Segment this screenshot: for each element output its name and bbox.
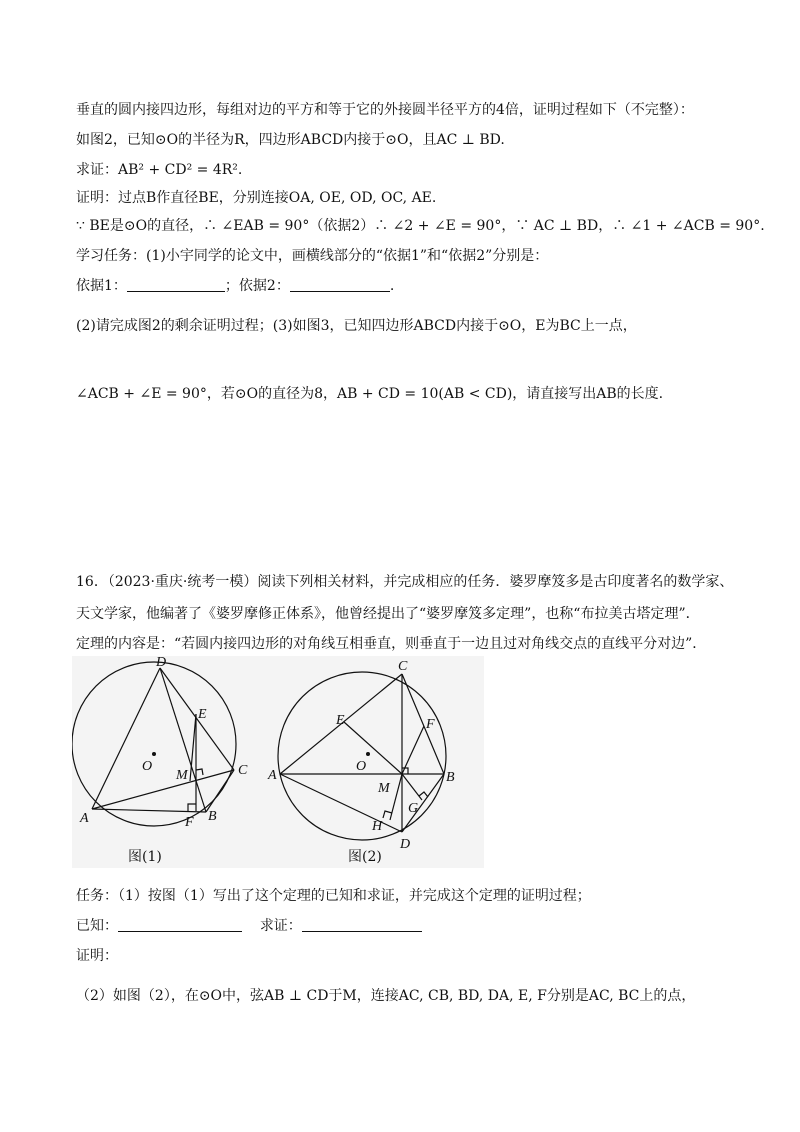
fig1-label-A: A [80,811,89,826]
fig2-label-H: H [372,819,383,834]
basis2-blank[interactable] [290,277,390,292]
figure-1-caption: 图(1) [128,849,162,865]
p16-line-3: 定理的内容是：“若圆内接四边形的对角线互相垂直，则垂直于一边且过对角线交点的直线平分对边”． [76,636,707,652]
known-blank[interactable] [118,917,242,932]
p15-line-5: ∵ BE是⊙O的直径，∴ ∠EAB = 90°（依据2）∴ ∠2 + ∠E = 90°，∵ AC ⊥ BD，∴ ∠1 + ∠ACB = 90°. [76,218,765,234]
fig2-label-F: F [426,717,435,732]
fig2-label-M: M [378,781,390,796]
p16-proof-label: 证明： [76,948,118,964]
p15-line-2: 如图2，已知⊙O的半径为R，四边形ABCD内接于⊙O，且AC ⊥ BD. [76,132,505,148]
p16-task-1: 任务：（1）按图（1）写出了这个定理的已知和求证，并完成这个定理的证明过程； [76,888,591,904]
figure-1 [72,656,484,868]
fig2-label-E: E [336,713,345,728]
p16-task-2: （2）如图（2），在⊙O中，弦AB ⊥ CD于M，连接AC, CB, BD, DA, E, F分别是AC, BC上的点， [76,988,696,1004]
fig2-label-D: D [400,837,411,852]
p16-line-1: 16．（2023·重庆·统考一模）阅读下列相关材料，并完成相应的任务．婆罗摩笈多是古印度著名的数学家、 [76,574,734,590]
figure-2-labels [267,659,455,852]
p15-line-1: 垂直的圆内接四边形，每组对边的平方和等于它的外接圆半径平方的4倍，证明过程如下（不完整）： [76,102,694,118]
fig1-label-C: C [238,763,248,778]
basis1-label: 依据1： [76,278,127,294]
figure-1-labels [79,656,248,830]
fig2-label-O: O [356,759,367,774]
p15-line-3: 求证：AB² + CD² = 4R². [76,162,243,178]
fig1-label-D: D [156,656,167,670]
basis1-blank[interactable] [127,277,225,292]
p15-line-6: 学习任务：(1)小宇同学的论文中，画横线部分的“依据1”和“依据2”分别是： [76,248,549,264]
figure-panel [72,656,484,868]
basis2-label: ；依据2： [224,278,290,294]
fig1-label-B: B [208,809,217,824]
fig1-label-E: E [198,707,207,722]
p16-known-line [76,916,422,936]
fig2-label-A: A [268,768,277,783]
p15-line-9: ∠ACB + ∠E = 90°，若⊙O的直径为8，AB + CD = 10(AB < CD)，请直接写出AB的长度. [76,386,664,402]
fig2-label-C: C [398,659,408,674]
fig1-label-M: M [176,768,188,783]
fig2-label-B: B [446,770,455,785]
p15-line-7: 依据1： ；依据2： . [76,278,395,294]
fig1-label-O: O [142,759,153,774]
figure-2-caption: 图(2) [348,849,382,865]
fig1-label-F: F [185,815,194,830]
p16-line-2: 天文学家，他编著了《婆罗摩修正体系》，他曾经提出了“婆罗摩笈多定理”，也称“布拉美古塔定理”． [76,606,700,622]
prove-label: 求证： [259,918,302,934]
p15-line-8: (2)请完成图2的剩余证明过程；(3)如图3，已知四边形ABCD内接于⊙O，E为BC上一点， [76,318,637,334]
prove-blank[interactable] [302,917,422,932]
p15-line-4: 证明：过点B作直径BE，分别连接OA, OE, OD, OC, AE. [76,190,437,206]
known-label: 已知： [76,918,118,934]
fig2-label-G: G [408,801,419,816]
